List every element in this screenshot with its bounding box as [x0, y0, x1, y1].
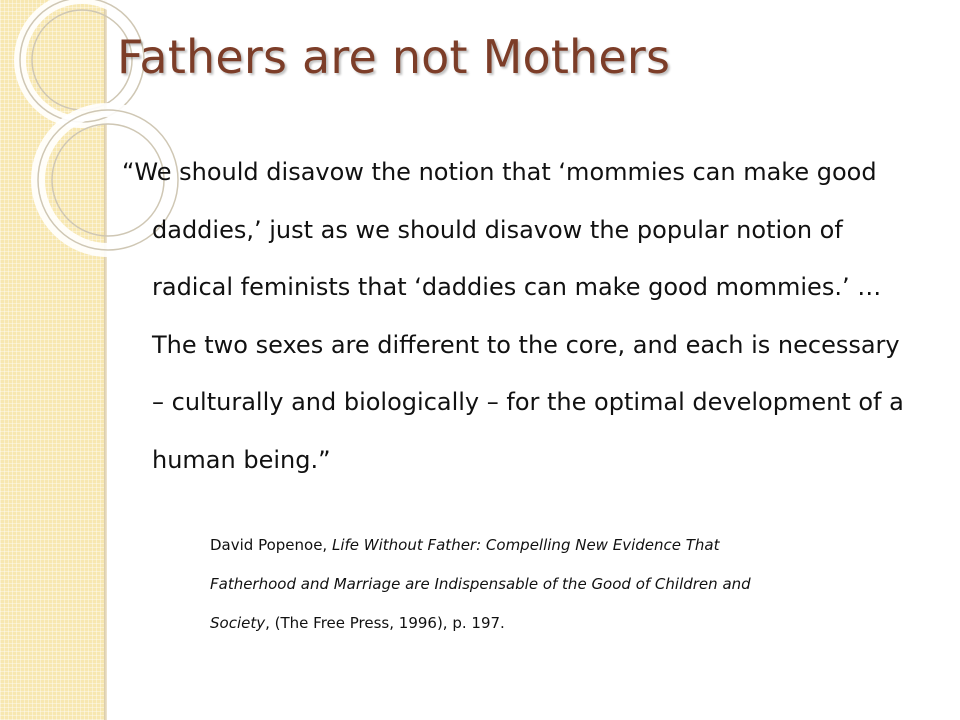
citation-details: , (The Free Press, 1996), p. 197.	[265, 614, 505, 632]
citation-author: David Popenoe,	[210, 536, 332, 554]
slide-title: Fathers are not Mothers	[117, 30, 671, 84]
quote-text: “We should disavow the notion that ‘mommies can make good daddies,’ just as we should disavow the popular notion of radical feminists that ‘daddies can make good mommies.’ …The two sexes are different to the core, and each is necessary – culturally and biologically – for the optimal development of a human being.”	[122, 158, 904, 474]
citation-book-title: Life Without Father: Compelling New Evidence That Fatherhood and Marriage are Indispensable of the Good of Children and Society	[210, 536, 751, 632]
citation	[210, 526, 790, 643]
